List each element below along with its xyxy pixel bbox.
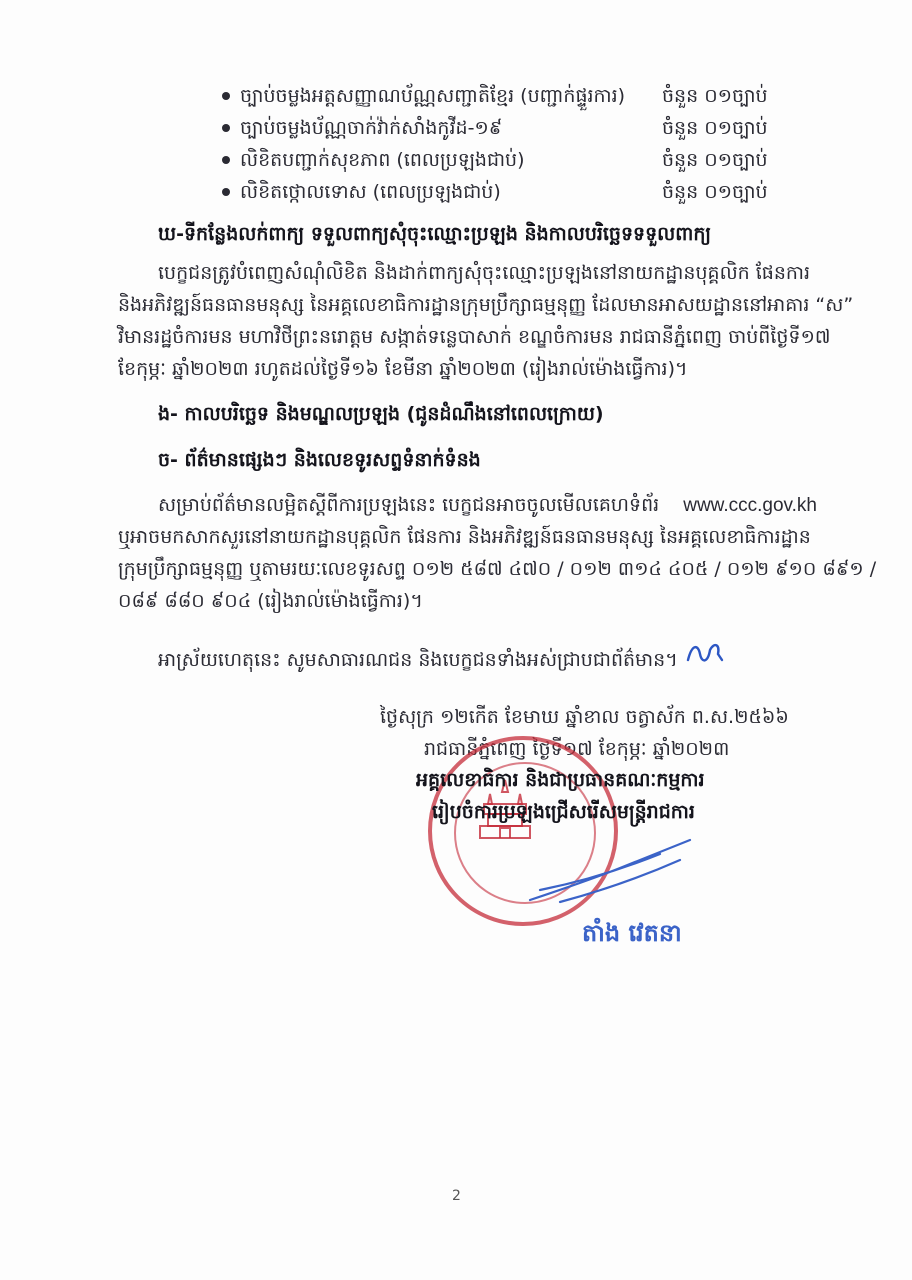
signatory-title-line1: អគ្គលេខាធិការ និងជាប្រធានគណៈកម្មការ [416, 769, 705, 791]
list-item [222, 148, 782, 178]
paragraph-line: និងអភិវឌ្ឍន៍ធនធានមនុស្ស នៃអគ្គលេខាធិការដ្ឋានក្រុមប្រឹក្សាធម្មនុញ្ញ ដែលមានអាសយដ្ឋាននៅអាគារ “ស” [118, 294, 854, 316]
signatory-title-line2: រៀបចំការប្រឡងជ្រើសរើសមន្ត្រីរាជការ [432, 801, 695, 823]
list-item-quantity: ចំនួន ០១ច្បាប់ [662, 85, 768, 107]
list-item-text: ច្បាប់ចម្លងអត្តសញ្ញាណប័ណ្ណសញ្ជាតិខ្មែរ (បញ្ជាក់ផ្ទួរការ) [240, 85, 626, 107]
section-heading-gha: ឃ-ទីកន្លែងលក់ពាក្យ ទទួលពាក្យសុំចុះឈ្មោះប្រឡង និងកាលបរិច្ឆេទទទួលពាក្យ [158, 223, 712, 245]
list-item [222, 116, 782, 146]
paragraph-text: សម្រាប់ព័ត៌មានលម្អិតស្ដីពីការប្រឡងនេះ បេក្ខជនអាចចូលមើលគេហទំព័រ [158, 494, 660, 516]
list-item [222, 180, 782, 210]
closing-line [158, 640, 726, 673]
paragraph-line: ឬអាចមកសាកសួរនៅនាយកដ្ឋានបុគ្គលិក ផែនការ និងអភិវឌ្ឍន៍ធនធានមនុស្ស នៃអគ្គលេខាធិការដ្ឋាន [118, 526, 811, 548]
signature-scribble-icon [520, 830, 700, 920]
list-item [222, 84, 782, 114]
list-item-text: លិខិតថ្កោលទោស (ពេលប្រឡងជាប់) [240, 181, 501, 203]
closing-text: អាស្រ័យហេតុនេះ សូមសាធារណជន និងបេក្ខជនទាំងអស់ជ្រាបជាព័ត៌មាន។ [158, 649, 678, 671]
paragraph-line: ខែកុម្ភៈ ឆ្នាំ២០២៣ រហូតដល់ថ្ងៃទី១៦ ខែមីនា ឆ្នាំ២០២៣ (រៀងរាល់ម៉ោងធ្វើការ)។ [118, 358, 688, 380]
bullet-icon [222, 92, 230, 100]
bullet-icon [222, 188, 230, 196]
list-item-quantity: ចំនួន ០១ច្បាប់ [662, 149, 768, 171]
website-link[interactable]: www.ccc.gov.kh [683, 495, 817, 516]
lunar-date: ថ្ងៃសុក្រ ១២កើត ខែមាឃ ឆ្នាំខាល ចត្វាស័ក ព.ស.២៥៦៦ [380, 706, 789, 728]
paragraph-line: ក្រុមប្រឹក្សាធម្មនុញ្ញ ឬតាមរយៈលេខទូរសព្ទ ០១២ ៥៨៧ ៤៧០ / ០១២ ៣១៤ ៤០៥ / ០១២ ៩១០ ៨៩១ / [118, 558, 877, 580]
list-item-quantity: ចំនួន ០១ច្បាប់ [662, 181, 768, 203]
paragraph-line: វិមានរដ្ឋចំការមន មហាវិថីព្រះនរោត្តម សង្កាត់ទន្លេបាសាក់ ខណ្ឌចំការមន រាជធានីភ្នំពេញ ចាប់ពីថ្ងៃទី១៧ [118, 326, 831, 348]
list-item-quantity: ចំនួន ០១ច្បាប់ [662, 117, 768, 139]
bullet-icon [222, 124, 230, 132]
list-item-text: លិខិតបញ្ជាក់សុខភាព (ពេលប្រឡងជាប់) [240, 149, 525, 171]
bullet-icon [222, 156, 230, 164]
solar-date: រាជធានីភ្នំពេញ ថ្ងៃទី១៧ ខែកុម្ភៈ ឆ្នាំ២០២៣ [424, 738, 730, 760]
list-item-text: ច្បាប់ចម្លងប័ណ្ណចាក់វ៉ាក់សាំងកូវីដ-១៩ [240, 117, 503, 139]
section-heading-ngo: ង- កាលបរិច្ឆេទ និងមណ្ឌលប្រឡង (ជូនដំណឹងនៅពេលក្រោយ) [158, 403, 604, 425]
page-number: 2 [452, 1188, 461, 1204]
signatory-name: តាំង វេតនា [582, 919, 682, 947]
paragraph-line: បេក្ខជនត្រូវបំពេញសំណុំលិខិត និងដាក់ពាក្យសុំចុះឈ្មោះប្រឡងនៅនាយកដ្ឋានបុគ្គលិក ផែនការ [158, 262, 811, 284]
section-heading-cha: ច- ព័ត៌មានផ្សេងៗ និងលេខទូរសព្ទទំនាក់ទំនង [158, 449, 481, 471]
handwritten-initials [684, 649, 726, 671]
initials-mark-icon [684, 640, 726, 666]
paragraph-line: ០៨៩ ៨៨០ ៩០៤ (រៀងរាល់ម៉ោងធ្វើការ)។ [118, 590, 423, 612]
paragraph-line [158, 492, 817, 519]
